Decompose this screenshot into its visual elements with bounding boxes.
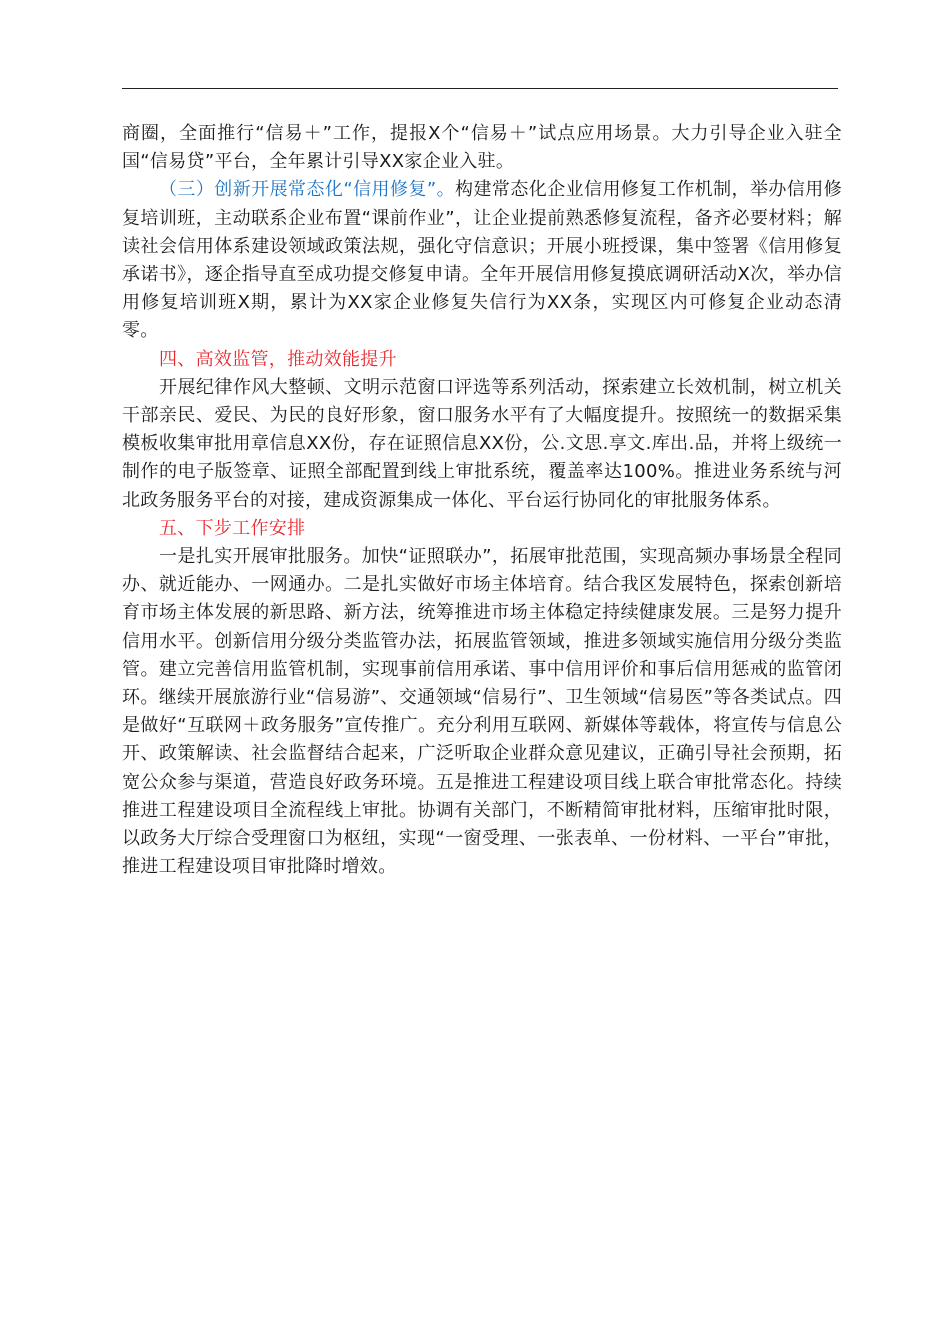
- section-5-heading: 五、下步工作安排: [159, 517, 306, 539]
- header-rule: [122, 88, 838, 89]
- document-body: [122, 120, 842, 881]
- continued-paragraph: 商圈，全面推行“信易＋”工作，提报X个“信易＋”试点应用场景。大力引导企业入驻全国“信易贷”平台，全年累计引导XX家企业入驻。: [122, 123, 842, 173]
- section-5-paragraph: 一是扎实开展审批服务。加快“证照联办”，拓展审批范围，实现高频办事场景全程同办、就近能办、一网通办。二是扎实做好市场主体培育。结合我区发展特色，探索创新培育市场主体发展的新思路、新方法，统筹推进市场主体稳定持续健康发展。三是努力提升信用水平。创新信用分级分类监管办法，拓展监管领域，推进多领域实施信用分级分类监管。建立完善信用监管机制，实现事前信用承诺、事中信用评价和事后信用惩戒的监管闭环。继续开展旅游行业“信易游”、交通领域“信易行”、卫生领域“信易医”等各类试点。四是做好“互联网＋政务服务”宣传推广。充分利用互联网、新媒体等载体，将宣传与信息公开、政策解读、社会监督结合起来，广泛听取企业群众意见建议，正确引导社会预期，拓宽公众参与渠道，营造良好政务环境。五是推进工程建设项目线上联合审批常态化。持续推进工程建设项目全流程线上审批。协调有关部门，不断精简审批材料，压缩审批时限，以政务大厅综合受理窗口为枢纽，实现“一窗受理、一张表单、一份材料、一平台”审批，推进工程建设项目审批降时增效。: [122, 546, 842, 878]
- section-4-heading: 四、高效监管，推动效能提升: [159, 348, 397, 370]
- section-3-lead: （三）创新开展常态化“信用修复”。: [159, 179, 456, 201]
- section-3-paragraph: [122, 176, 842, 345]
- section-4-paragraph: 开展纪律作风大整顿、文明示范窗口评选等系列活动，探索建立长效机制，树立机关干部亲民、爱民、为民的良好形象，窗口服务水平有了大幅度提升。按照统一的数据采集模板收集审批用章信息XX份，存在证照信息XX份，公.文思.享文.库出.品，并将上级统一制作的电子版签章、证照全部配置到线上审批系统，覆盖率达100%。推进业务系统与河北政务服务平台的对接，建成资源集成一体化、平台运行协同化的审批服务体系。: [122, 376, 842, 511]
- section-3-body: 构建常态化企业信用修复工作机制，举办信用修复培训班，主动联系企业布置“课前作业”，让企业提前熟悉修复流程，备齐必要材料；解读社会信用体系建设领域政策法规，强化守信意识；开展小班授课，集中签署《信用修复承诺书》，逐企指导直至成功提交修复申请。全年开展信用修复摸底调研活动X次，举办信用修复培训班X期，累计为XX家企业修复失信行为XX条，实现区内可修复企业动态清零。: [122, 179, 842, 342]
